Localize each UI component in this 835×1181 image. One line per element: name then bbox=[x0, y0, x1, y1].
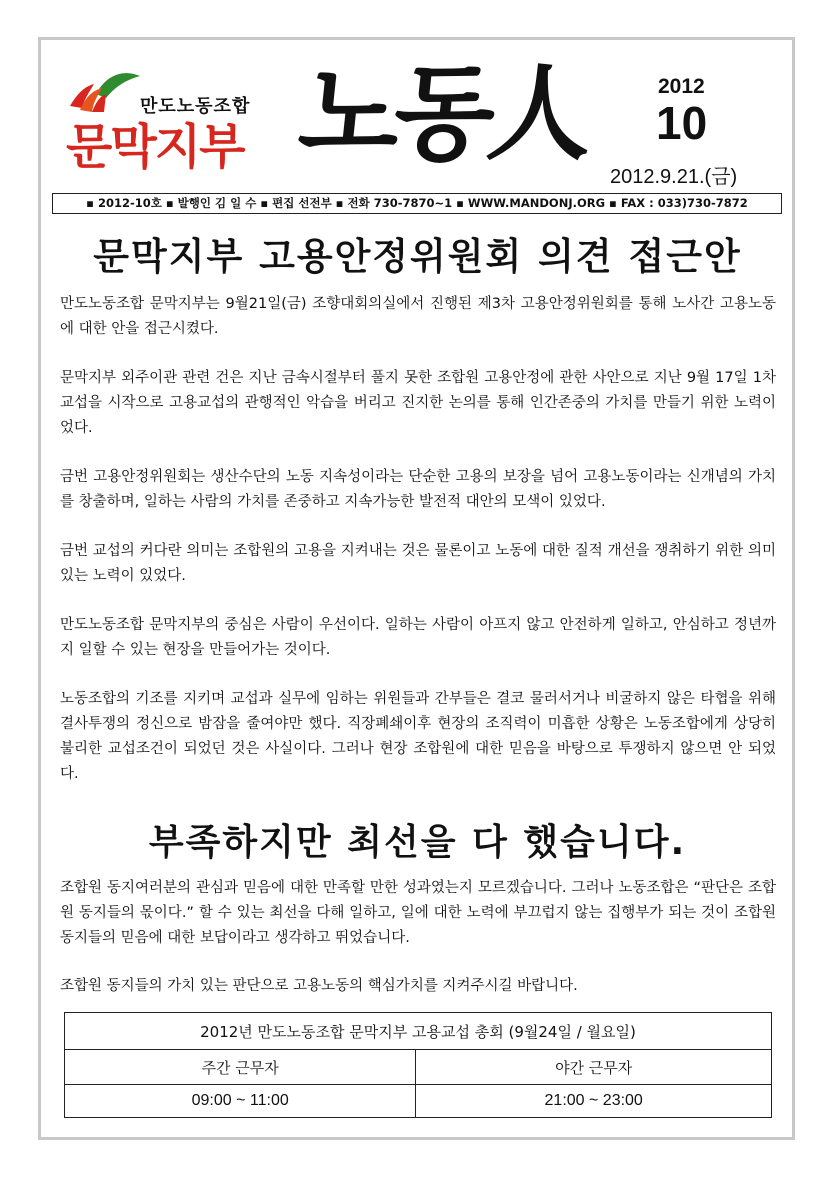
main-headline: 문막지부 고용안정위원회 의견 접근안 bbox=[93, 235, 742, 278]
closing-paragraph: 조합원 동지여러분의 관심과 믿음에 대한 만족할 만한 성과였는지 모르겠습니다. 그러나 노동조합은 “판단은 조합원 동지들의 몫이다.” 할 수 있는 최선을 다해 일하고, 일에 대한 노력에 부끄럽지 않는 집행부가 되는 것이 조합원 동지들의 믿음에 대한 보답이라고 생각하고 뛰었습니다. bbox=[60, 880, 776, 946]
meeting-schedule-table bbox=[64, 1012, 772, 1118]
day-shift-time: 09:00 ~ 11:00 bbox=[65, 1085, 416, 1118]
night-shift-time: 21:00 ~ 23:00 bbox=[416, 1085, 772, 1118]
table-row bbox=[65, 1013, 772, 1050]
publisher-info-bar: ▪ 2012-10호 ▪ 발행인 김 일 수 ▪ 편집 선전부 ▪ 전화 730-7870~1 ▪ WWW.MANDONJ.ORG ▪ FAX : 033)730-7872 bbox=[52, 193, 782, 214]
issue-date: 2012.9.21.(금) bbox=[610, 166, 738, 188]
article-paragraph: 만도노동조합 문막지부의 중심은 사람이 우선이다. 일하는 사람이 아프지 않고 안전하게 일하고, 안심하고 정년까지 일할 수 있는 현장을 만들어가는 것이다. bbox=[60, 617, 776, 658]
table-row bbox=[65, 1050, 772, 1085]
schedule-title: 2012년 만도노동조합 문막지부 고용교섭 총회 (9월24일 / 월요일) bbox=[65, 1013, 772, 1050]
closing-headline: 부족하지만 최선을 다 했습니다. bbox=[148, 822, 687, 863]
article-paragraph: 노동조합의 기조를 지키며 교섭과 실무에 임하는 위원들과 간부들은 결코 물러서거나 비굴하지 않은 타협을 위해 결사투쟁의 정신으로 밤잠을 줄여야만 했다. 직장폐쇄이후 현장의 조직력이 미흡한 상황은 노동조합에게 상당히 불리한 교섭조건이 되었던 것은 사실이다. 그러나 현장 조합원에 대한 믿음을 바탕으로 투쟁하지 않으면 안 되었다. bbox=[60, 691, 776, 782]
article-paragraph: 금번 교섭의 커다란 의미는 조합원의 고용을 지켜내는 것은 물론이고 노동에 대한 질적 개선을 쟁취하기 위한 의미 있는 노력이 있었다. bbox=[60, 543, 776, 584]
article-paragraph: 만도노동조합 문막지부는 9월21일(금) 조향대회의실에서 진행된 제3차 고용안정위원회를 통해 노사간 고용노동에 대한 안을 접근시켰다. bbox=[60, 296, 776, 337]
day-shift-header: 주간 근무자 bbox=[65, 1050, 416, 1085]
night-shift-header: 야간 근무자 bbox=[416, 1050, 772, 1085]
issue-year: 2012 bbox=[658, 75, 705, 98]
logo-branch-name: 문막지부 bbox=[66, 119, 244, 175]
table-row bbox=[65, 1085, 772, 1118]
article-paragraph: 금번 고용안정위원회는 생산수단의 노동 지속성이라는 단순한 고용의 보장을 넘어 고용노동이라는 신개념의 가치를 창출하며, 일하는 사람의 가치를 존중하고 지속가능한 발전적 대안의 모색이 있었다. bbox=[60, 469, 776, 510]
article-paragraph: 문막지부 외주이관 관련 건은 지난 금속시절부터 풀지 못한 조합원 고용안정에 관한 사안으로 지난 9월 17일 1차 교섭을 시작으로 고용교섭의 관행적인 악습을 버리고 진지한 논의를 통해 인간존중의 가치를 만들기 위한 노력이었다. bbox=[60, 370, 776, 436]
logo-union-name: 만도노동조합 bbox=[140, 96, 251, 117]
closing-paragraph: 조합원 동지들의 가치 있는 판단으로 고용노동의 핵심가치를 지켜주시길 바랍니다. bbox=[60, 978, 578, 994]
masthead bbox=[0, 0, 835, 210]
newspaper-title: 노동人 bbox=[293, 52, 594, 175]
issue-month: 10 bbox=[656, 97, 708, 149]
